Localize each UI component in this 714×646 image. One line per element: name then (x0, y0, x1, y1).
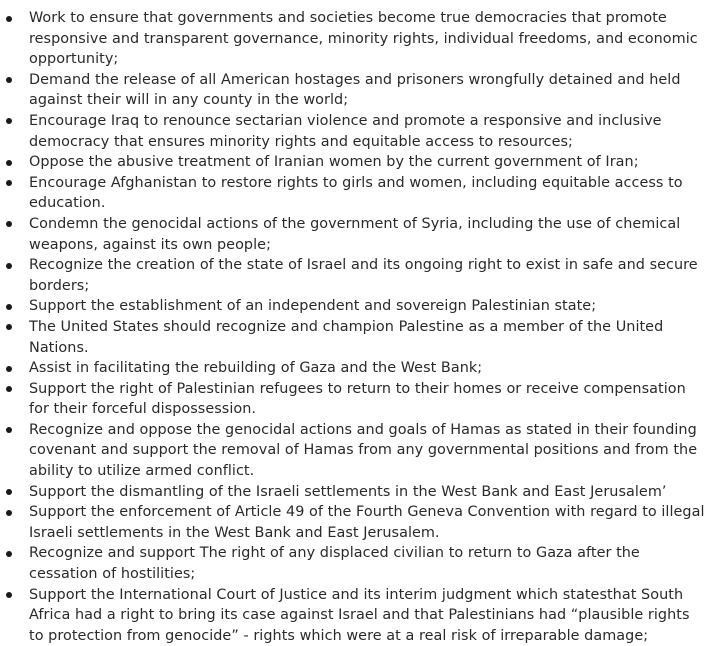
list-item-text: Work to ensure that governments and societies become true democracies that promote responsive and transparent governance, minority rights, individual freedoms, and economic opportunity; (29, 10, 698, 68)
list-item-text: Recognize and oppose the genocidal actions and goals of Hamas as stated in their founding covenant and support the removal of Hamas from any governmental positions and from the ability to utilize armed conflict. (29, 421, 698, 480)
bullet-icon (6, 510, 12, 516)
bullet-icon (6, 324, 12, 330)
bullet-icon (6, 427, 12, 433)
list-item (0, 317, 714, 358)
bullet-icon (6, 118, 12, 124)
list-item (0, 482, 714, 503)
bullet-icon (6, 386, 12, 392)
list-item-text: Encourage Afghanistan to restore rights to girls and women, including equitable access to education. (29, 174, 683, 212)
bullet-icon (6, 160, 12, 166)
bullet-list (0, 8, 714, 646)
bullet-icon (6, 16, 12, 22)
list-item-text: Support the International Court of Justice and its interim judgment which statesthat South Africa had a right to bring its case against Israel and that Palestinians had “plausible rights to protection from genocide” - rights which were at a real risk of irreparable damage; (29, 586, 690, 644)
list-item (0, 585, 714, 646)
list-item-text: The United States should recognize and champion Palestine as a member of the United Nations. (29, 318, 664, 356)
list-item (0, 70, 714, 111)
list-item (0, 379, 714, 420)
bullet-icon (6, 180, 12, 186)
bullet-icon (6, 304, 12, 310)
list-item (0, 502, 714, 543)
list-item-text: Support the establishment of an independent and sovereign Palestinian state; (29, 298, 597, 315)
bullet-icon (6, 221, 12, 227)
list-item-text: Recognize the creation of the state of Israel and its ongoing right to exist in safe and secure borders; (29, 257, 698, 294)
list-item-text: Oppose the abusive treatment of Iranian women by the current government of Iran; (29, 154, 639, 171)
list-item (0, 543, 714, 584)
list-item (0, 214, 714, 255)
list-item (0, 358, 714, 379)
list-item-text: Support the enforcement of Article 49 of the Fourth Geneva Convention with regard to illegal Israeli settlements in the West Bank and East Jerusalem. (29, 504, 705, 541)
list-item (0, 420, 714, 482)
list-item (0, 255, 714, 296)
list-item-text: Support the right of Palestinian refugees to return to their homes or receive compensation for their forceful dispossession. (29, 380, 686, 418)
bullet-icon (6, 77, 12, 83)
bullet-icon (6, 551, 12, 557)
list-item (0, 173, 714, 214)
list-item (0, 8, 714, 70)
list-item-text: Demand the release of all American hostages and prisoners wrongfully detained and held against their will in any county in the world; (29, 71, 681, 109)
list-item-text: Assist in facilitating the rebuilding of Gaza and the West Bank; (29, 360, 483, 377)
bullet-icon (6, 592, 12, 598)
list-item-text: Condemn the genocidal actions of the government of Syria, including the use of chemical weapons, against its own people; (29, 215, 681, 253)
list-item (0, 296, 714, 317)
bullet-icon (6, 263, 12, 269)
bullet-icon (6, 366, 12, 372)
list-item-text: Support the dismantling of the Israeli settlements in the West Bank and East Jerusalem’ (29, 483, 667, 500)
list-item-text: Recognize and support The right of any displaced civilian to return to Gaza after the cessation of hostilities; (29, 545, 640, 583)
bullet-icon (6, 489, 12, 495)
list-item (0, 111, 714, 152)
list-item (0, 152, 714, 173)
list-item-text: Encourage Iraq to renounce sectarian violence and promote a responsive and inclusive democracy that ensures minority rights and equitable access to resources; (29, 112, 662, 150)
